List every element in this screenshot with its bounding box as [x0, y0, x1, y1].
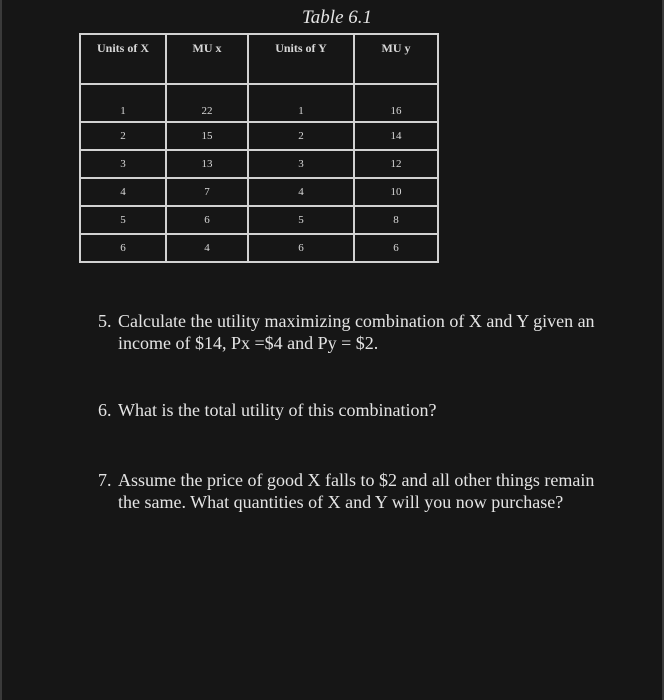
cell-units-x: 5 — [80, 206, 166, 234]
cell-units-x: 2 — [80, 122, 166, 150]
cell-units-y: 6 — [248, 234, 354, 262]
table-row — [80, 84, 438, 122]
header-mu-x: MU x — [166, 34, 248, 84]
cell-units-y: 2 — [248, 122, 354, 150]
cell-mu-x: 15 — [166, 122, 248, 150]
cell-mu-y: 12 — [354, 150, 438, 178]
left-border — [0, 0, 2, 700]
cell-units-x: 4 — [80, 178, 166, 206]
cell-mu-x: 6 — [166, 206, 248, 234]
cell-mu-y: 6 — [354, 234, 438, 262]
cell-mu-y: 10 — [354, 178, 438, 206]
cell-mu-y: 8 — [354, 206, 438, 234]
cell-mu-x: 13 — [166, 150, 248, 178]
question-number: 6. — [98, 400, 112, 420]
header-units-y: Units of Y — [248, 34, 354, 84]
table-row — [80, 122, 438, 150]
question-5 — [98, 310, 618, 354]
cell-units-x: 1 — [80, 84, 166, 122]
table-header-row — [80, 34, 438, 84]
cell-units-y: 1 — [248, 84, 354, 122]
cell-units-y: 3 — [248, 150, 354, 178]
table-row — [80, 234, 438, 262]
table-row — [80, 150, 438, 178]
cell-mu-y: 16 — [354, 84, 438, 122]
cell-mu-y: 14 — [354, 122, 438, 150]
question-number: 5. — [98, 311, 112, 331]
utility-table — [79, 33, 439, 263]
question-6 — [98, 399, 618, 421]
cell-mu-x: 22 — [166, 84, 248, 122]
cell-mu-x: 4 — [166, 234, 248, 262]
question-7 — [98, 469, 618, 513]
cell-units-x: 6 — [80, 234, 166, 262]
table-row — [80, 206, 438, 234]
question-text: What is the total utility of this combination? — [118, 400, 437, 420]
table-title: Table 6.1 — [301, 7, 373, 28]
table-row — [80, 178, 438, 206]
cell-mu-x: 7 — [166, 178, 248, 206]
question-number: 7. — [98, 470, 112, 490]
cell-units-y: 4 — [248, 178, 354, 206]
question-text: Calculate the utility maximizing combination of X and Y given an income of $14, Px =$4 and Py = $2. — [118, 311, 595, 353]
cell-units-y: 5 — [248, 206, 354, 234]
cell-units-x: 3 — [80, 150, 166, 178]
question-text: Assume the price of good X falls to $2 and all other things remain the same. What quantities of X and Y will you now purchase? — [118, 470, 595, 512]
header-mu-y: MU y — [354, 34, 438, 84]
header-units-x: Units of X — [80, 34, 166, 84]
